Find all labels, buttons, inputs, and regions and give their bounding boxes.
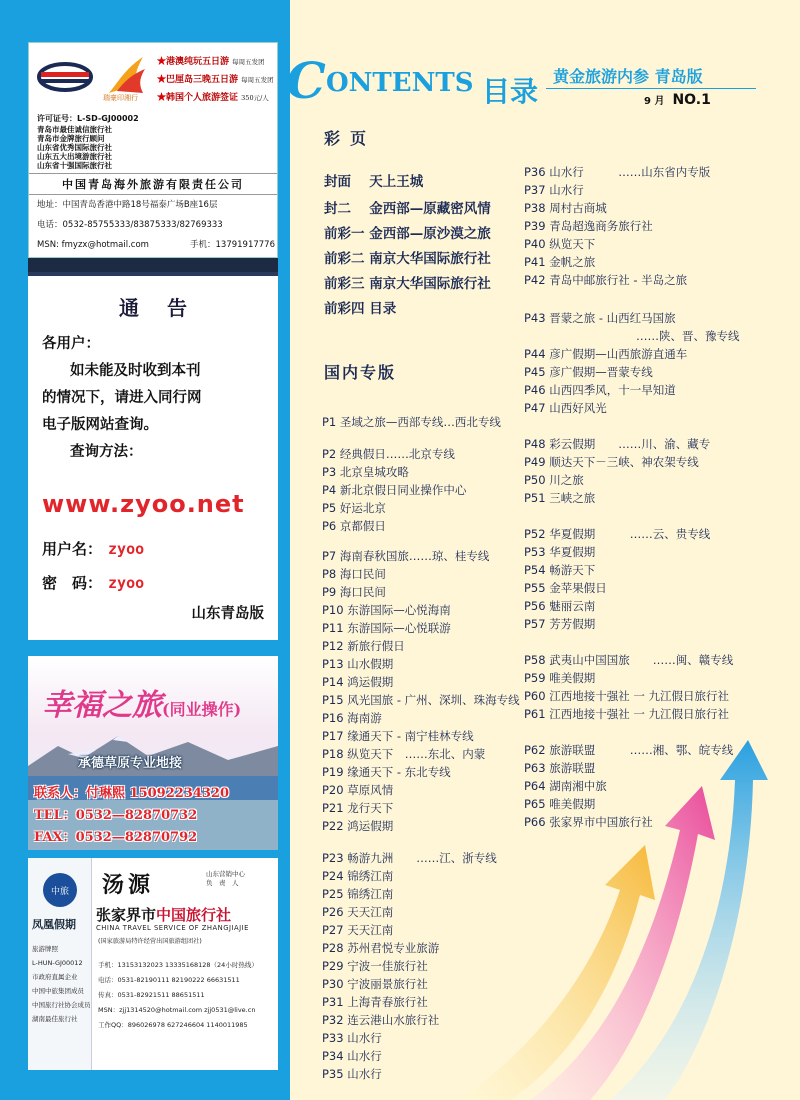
toc-entry[interactable]: P36 山水行 ……山东省内专版 (524, 165, 711, 179)
fax: FAX：0532—82870792 (34, 830, 198, 845)
contact-role: 山东营销中心 负 责 人 (206, 870, 245, 887)
toc-entry[interactable]: P9 海口民间 (322, 585, 386, 599)
notice-body: 各用户： 如未能及时收到本刊 的情况下，请进入同行网 电子版网站查询。 查询方法： (42, 335, 202, 460)
company-contact (37, 195, 275, 255)
toc-entry[interactable]: P55 金苹果假日 (524, 581, 607, 595)
issue-info: 9 月 NO.1 (644, 92, 711, 108)
divider-strip (28, 258, 278, 272)
toc-entry[interactable]: P49 顺达天下－三峡、神农架专线 (524, 455, 699, 469)
toc-entry[interactable]: P31 上海青春旅行社 (322, 995, 428, 1009)
toc-entry[interactable]: P38 周村古商城 (524, 201, 607, 215)
toc-entry[interactable]: P63 旅游联盟 (524, 761, 596, 775)
toc-entry[interactable]: P65 唯美假期 (524, 797, 596, 811)
toc-entry[interactable]: P26 天天江南 (322, 905, 394, 919)
contents-initial: C (286, 51, 326, 110)
company-name: 中国青岛海外旅游有限责任公司 (29, 173, 277, 195)
header-rule (546, 88, 756, 89)
toc-entry[interactable]: P39 青岛超逸商务旅行社 (524, 219, 653, 233)
color-page-item: 前彩二 南京大华国际旅行社 (324, 251, 491, 267)
toc-entry[interactable]: P19 缘通天下 - 东北专线 (322, 765, 451, 779)
tour-item: ★港澳纯玩五日游 每周五发团 (157, 57, 265, 67)
credentials: 旅游牌照 L-HUN-GJ00012 市政府直属企业 中国中旅集团成员 中国旅行社协会成员 湖南最佳旅行社 (32, 945, 91, 1023)
toc-entry[interactable]: P61 江西地接十强社 一 九江假日旅行社 (524, 707, 730, 721)
address: 地址：中国青岛香港中路18号福泰广场B座16层 (37, 200, 218, 210)
toc-entry[interactable]: P43 晋蒙之旅 - 山西红马国旅 (524, 311, 676, 325)
toc-entry[interactable]: P66 张家界市中国旅行社 (524, 815, 653, 829)
toc-entry[interactable]: P37 山水行 (524, 183, 584, 197)
agency-english-name: CHINA TRAVEL SERVICE OF ZHANGJIAJIE (96, 924, 249, 932)
ad-subtitle: 承德草原专业地接 (78, 756, 183, 771)
mobile: 手机：13791917776 (190, 240, 275, 250)
permit-number: 许可证号：L-SD-GJ00002 (37, 114, 139, 123)
agency-note: (国家旅游局特许经营出国旅游组团社) (98, 938, 202, 945)
toc-entry[interactable]: P53 华夏假期 (524, 545, 596, 559)
msn: MSN: fmyzx@hotmail.com (37, 240, 149, 250)
toc-entry[interactable]: P51 三峡之旅 (524, 491, 596, 505)
toc-entry[interactable]: P57 芳芳假期 (524, 617, 596, 631)
toc-entry[interactable]: P44 彦广假期—山西旅游直通车 (524, 347, 688, 361)
ad-qingdao-overseas-travel (28, 42, 278, 258)
toc-entry[interactable]: P7 海南春秋国旅……琼、桂专线 (322, 549, 490, 563)
color-page-item: 前彩一 金西部—原沙漠之旅 (324, 226, 491, 242)
publication-name: 黄金旅游内参 青岛版 (553, 67, 703, 86)
contents-chinese-title: 目录 (482, 75, 539, 108)
contact-person: 联系人：付琳熙 15092234320 (34, 786, 230, 801)
ad-zhangjiajie-cts (28, 858, 278, 1070)
toc-entry[interactable]: P56 魅丽云南 (524, 599, 596, 613)
toc-entry[interactable]: P18 纵览天下 ……东北、内蒙 (322, 747, 486, 761)
toc-entry[interactable]: P2 经典假日……北京专线 (322, 447, 455, 461)
color-page-item: 前彩四 目录 (324, 301, 397, 317)
phoenix-holiday: 凤凰假期 (32, 918, 76, 931)
cts-logo-icon (42, 872, 78, 908)
toc-entry[interactable]: P35 山水行 (322, 1067, 382, 1081)
toc-entry[interactable]: P5 好运北京 (322, 501, 386, 515)
website-link[interactable]: www.zyoo.net (42, 490, 245, 518)
toc-entry[interactable]: P20 草原风情 (322, 783, 394, 797)
section-domestic: 国内专版 (324, 363, 397, 382)
toc-entry[interactable]: P1 圣域之旅—西部专线…西北专线 (322, 415, 501, 429)
notice-title: 通告 (119, 296, 215, 320)
svg-text:中旅: 中旅 (50, 887, 70, 897)
toc-entry[interactable]: P62 旅游联盟 ……湘、鄂、皖专线 (524, 743, 734, 757)
toc-entry[interactable]: P50 川之旅 (524, 473, 584, 487)
phone: 电话：0532-85755333/83875333/82769333 (37, 220, 223, 230)
toc-entry[interactable]: P4 新北京假日同业操作中心 (322, 483, 467, 497)
toc-entry[interactable]: P54 畅游天下 (524, 563, 596, 577)
toc-entry[interactable]: P27 天天江南 (322, 923, 394, 937)
toc-entry[interactable]: P33 山水行 (322, 1031, 382, 1045)
toc-entry[interactable]: P24 锦绣江南 (322, 869, 394, 883)
color-page-item: 封面 天上王城 (324, 174, 424, 190)
toc-entry[interactable]: P29 宁波一佳旅行社 (322, 959, 428, 973)
toc-entry[interactable]: P14 鸿运假期 (322, 675, 394, 689)
toc-entry[interactable]: P42 青岛中邮旅行社 - 半岛之旅 (524, 273, 688, 287)
tour-list (157, 53, 277, 107)
toc-entry[interactable]: P58 武夷山中国国旅 ……闽、赣专线 (524, 653, 734, 667)
tour-item: ★巴厘岛三晚五日游 每周五发团 (157, 75, 274, 85)
agency-name: 张家界市中国旅行社 (96, 906, 232, 924)
toc-entry[interactable]: P21 龙行天下 (322, 801, 394, 815)
toc-entry[interactable]: P46 山西四季风，十一早知道 (524, 383, 676, 397)
contact-name: 汤源 (102, 872, 155, 898)
toc-entry[interactable]: P45 彦广假期—晋蒙专线 (524, 365, 653, 379)
slogan: 幸福之旅(同业操作) (42, 688, 242, 723)
credentials-column (28, 858, 92, 1070)
color-page-item: 封二 金西部—原藏密风情 (324, 201, 491, 217)
toc-entry[interactable]: P64 湖南湘中旅 (524, 779, 607, 793)
toc-entry[interactable]: P48 彩云假期 ……川、渝、藏专 (524, 437, 711, 451)
notice-panel (28, 272, 278, 640)
toc-entry[interactable]: P32 连云港山水旅行社 (322, 1013, 440, 1027)
toc-entry[interactable]: P34 山水行 (322, 1049, 382, 1063)
toc-entry[interactable]: P30 宁波丽景旅行社 (322, 977, 428, 991)
edition-region: 山东青岛版 (191, 605, 264, 622)
section-color-pages: 彩页 (324, 129, 377, 148)
toc-entry[interactable]: P59 唯美假期 (524, 671, 596, 685)
toc-entry[interactable]: P23 畅游九洲 ……江、浙专线 (322, 851, 497, 865)
toc-entry[interactable]: P10 东游国际—心悦海南 (322, 603, 451, 617)
tour-item: ★韩国个人旅游签证 350元/人 (157, 93, 269, 103)
toc-entry[interactable]: P8 海口民间 (322, 567, 386, 581)
password-row: 密 码： zyoo (42, 574, 145, 592)
toc-entry[interactable]: P41 金帆之旅 (524, 255, 596, 269)
toc-entry[interactable]: P47 山西好风光 (524, 401, 607, 415)
decorative-arrows-icon (440, 730, 770, 1100)
username-row: 用户名： zyoo (42, 540, 145, 558)
toc-entry[interactable]: P11 东游国际—心悦联游 (322, 621, 451, 635)
contents-word: ONTENTS (326, 68, 474, 98)
agency-contact: 手机：13153132023 13335168128（24小时热线） 电话：0531-82190111 82190222 66631511 传真：0531-82921511 88651511 MSN：zjj1314520@hotmail.com zjj0531@live.cn 工作QQ：896026978 627246604 1140011985 (98, 961, 258, 1029)
toc-entry[interactable]: P16 海南游 (322, 711, 382, 725)
toc-entry[interactable]: P25 锦绣江南 (322, 887, 394, 901)
toc-entry[interactable]: P40 纵览天下 (524, 237, 596, 251)
toc-entry[interactable]: P52 华夏假期 ……云、贵专线 (524, 527, 711, 541)
company-logo-icon (37, 55, 93, 95)
toc-entry[interactable]: P15 风光国旅 - 广州、深圳、珠海专线 (322, 693, 520, 707)
toc-entry[interactable]: P17 缘通天下 - 南宁桂林专线 (322, 729, 474, 743)
honors-list: 青岛市最佳诚信旅行社 青岛市金牌旅行顾问 山东省优秀国际旅行社 山东五大出境游旅行社 山东省十强国际旅行社 (37, 125, 112, 170)
logo-caption: 瑞豪印湘行 (103, 94, 138, 102)
toc-entry[interactable]: P13 山水假期 (322, 657, 394, 671)
color-page-item: 前彩三 南京大华国际旅行社 (324, 276, 491, 292)
toc-entry[interactable]: P12 新旅行假日 (322, 639, 405, 653)
toc-entry[interactable]: P22 鸿运假期 (322, 819, 394, 833)
toc-entry[interactable]: ……陕、晋、豫专线 (636, 329, 740, 343)
tel: TEL：0532—82870732 (34, 808, 198, 823)
toc-entry[interactable]: P60 江西地接十强社 一 九江假日旅行社 (524, 689, 730, 703)
toc-entry[interactable]: P6 京都假日 (322, 519, 386, 533)
toc-entry[interactable]: P28 苏州君悦专业旅游 (322, 941, 440, 955)
ad-happiness-tour (28, 656, 278, 850)
toc-entry[interactable]: P3 北京皇城攻略 (322, 465, 409, 479)
